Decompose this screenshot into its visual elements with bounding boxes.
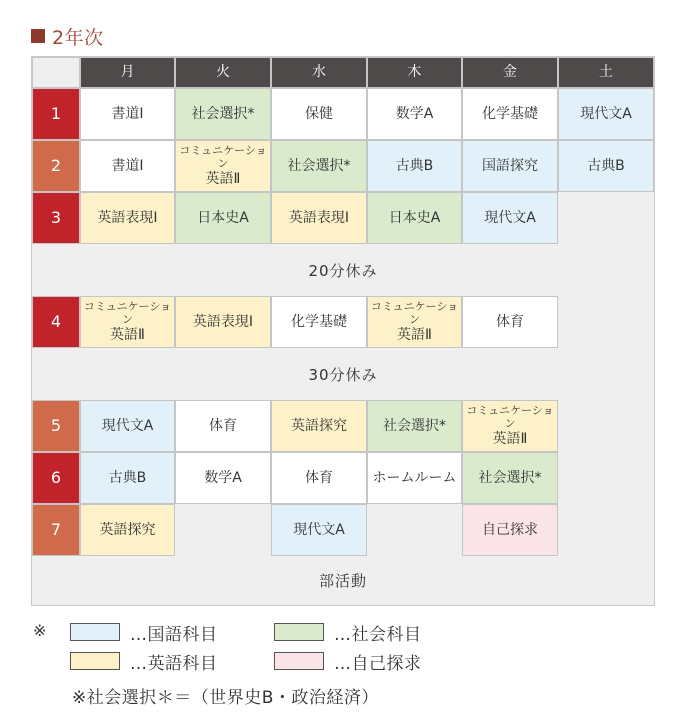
subject-cell: 英語探究	[80, 504, 175, 556]
subject-line1: コミュニケーション	[83, 299, 172, 327]
legend-shakai-label: …社会科目	[334, 624, 422, 645]
subject-cell: 数学A	[367, 88, 462, 140]
period-number: 2	[32, 140, 80, 192]
period-number: 4	[32, 296, 80, 348]
subject-cell: 書道Ⅰ	[80, 140, 175, 192]
day-header: 月	[80, 57, 175, 88]
section-title	[31, 22, 104, 50]
subject-cell: 古典B	[558, 140, 654, 192]
subject-cell: 英語表現Ⅰ	[175, 296, 271, 348]
legend-eigo-label: …英語科目	[130, 653, 218, 674]
legend-kokugo	[70, 620, 218, 644]
legend-eigo	[70, 649, 218, 673]
subject-cell: 現代文A	[558, 88, 654, 140]
day-header: 木	[367, 57, 462, 88]
subject-cell: 化学基礎	[271, 296, 367, 348]
subject-cell: 現代文A	[80, 400, 175, 452]
legend-shakai	[274, 620, 422, 644]
legend-kokugo-swatch	[70, 623, 120, 641]
legend-kokugo-label: …国語科目	[130, 624, 218, 645]
legend-jiko-swatch	[274, 652, 324, 670]
subject-cell: ホームルーム	[367, 452, 462, 504]
subject-cell: 現代文A	[271, 504, 367, 556]
subject-cell: 社会選択*	[462, 452, 558, 504]
timetable	[31, 56, 655, 606]
subject-cell: 体育	[271, 452, 367, 504]
break-band: 20分休み	[308, 261, 378, 280]
subject-cell: 保健	[271, 88, 367, 140]
legend-jiko	[274, 649, 422, 673]
subject-cell	[80, 296, 175, 348]
subject-cell: 社会選択*	[367, 400, 462, 452]
subject-cell: 日本史A	[367, 192, 462, 244]
subject-line2: 英語Ⅱ	[205, 171, 241, 188]
subject-cell: 体育	[175, 400, 271, 452]
subject-cell: 英語探究	[271, 400, 367, 452]
subject-line1: コミュニケーション	[179, 143, 267, 171]
day-header: 土	[558, 57, 654, 88]
day-header: 水	[271, 57, 367, 88]
subject-cell	[462, 400, 558, 452]
legend-eigo-swatch	[70, 652, 120, 670]
subject-line1: コミュニケーション	[466, 403, 554, 431]
title-square-icon	[31, 29, 45, 43]
subject-cell: 体育	[462, 296, 558, 348]
subject-cell: 数学A	[175, 452, 271, 504]
subject-cell: 自己探求	[462, 504, 558, 556]
subject-line2: 英語Ⅱ	[492, 431, 528, 448]
legend-jiko-label: …自己探求	[334, 653, 422, 674]
break-band: 部活動	[318, 572, 367, 590]
subject-cell: 古典B	[367, 140, 462, 192]
period-number: 7	[32, 504, 80, 556]
period-number: 5	[32, 400, 80, 452]
subject-cell: 古典B	[80, 452, 175, 504]
day-header: 金	[462, 57, 558, 88]
subject-cell: 国語探究	[462, 140, 558, 192]
subject-cell: 英語表現Ⅰ	[271, 192, 367, 244]
subject-cell	[367, 296, 462, 348]
subject-cell: 化学基礎	[462, 88, 558, 140]
subject-cell: 英語表現Ⅰ	[80, 192, 175, 244]
corner-cell	[32, 57, 80, 88]
break-band: 30分休み	[308, 365, 378, 384]
legend-note: ※	[33, 621, 47, 640]
subject-cell: 社会選択*	[271, 140, 367, 192]
period-number: 1	[32, 88, 80, 140]
subject-line2: 英語Ⅱ	[110, 327, 145, 344]
subject-cell: 現代文A	[462, 192, 558, 244]
footnote: ※社会選択＊＝（世界史B・政治経済）	[72, 688, 379, 708]
title-text: 2年次	[52, 26, 104, 49]
period-number: 6	[32, 452, 80, 504]
subject-cell: 日本史A	[175, 192, 271, 244]
legend-shakai-swatch	[274, 623, 324, 641]
subject-cell: 社会選択*	[175, 88, 271, 140]
subject-line1: コミュニケーション	[370, 299, 459, 327]
subject-cell: 書道Ⅰ	[80, 88, 175, 140]
day-header: 火	[175, 57, 271, 88]
subject-cell	[175, 140, 271, 192]
period-number: 3	[32, 192, 80, 244]
subject-line2: 英語Ⅱ	[397, 327, 432, 344]
